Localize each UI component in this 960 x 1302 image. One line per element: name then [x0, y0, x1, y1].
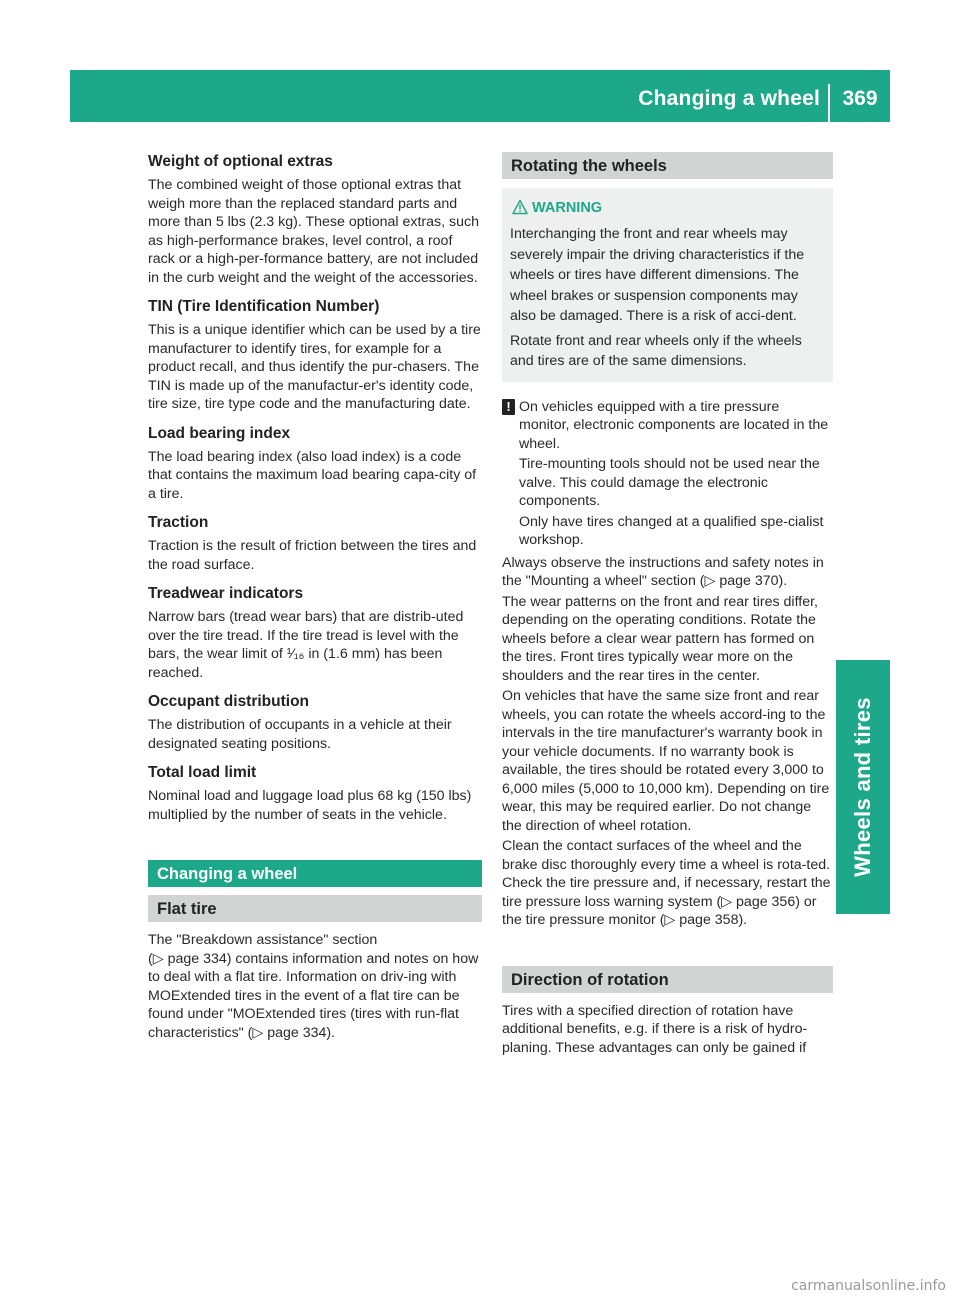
page-footer: [0, 1262, 960, 1302]
flat-tire-text-1: The "Breakdown assistance" section: [148, 932, 378, 948]
notice-block: [502, 398, 833, 550]
occupant-heading: Occupant distribution: [148, 693, 310, 710]
warning-label: WARNING: [532, 200, 603, 216]
load-heading: Load bearing index: [148, 424, 291, 442]
treadwear-text: Narrow bars (tread wear bars) that are distrib-uted over the tire tread. If the tire tread is level with the bars, the wear limit of ¹⁄₁₆ in (1.6 mm) has been reached.: [148, 609, 464, 681]
section-bar-flat-tire: Flat tire: [148, 895, 482, 922]
warning-text-1: Interchanging the front and rear wheels may severely impair the driving characteristics if the wheels or tires have different dimensions. The wheel brakes or suspension components may also be damaged. There is a risk of acci-dent.: [510, 226, 805, 324]
direction-text: Tires with a specified direction of rotation have additional benefits, e.g. if there is a risk of hydro-planing. These advantages can only be gained if: [502, 1002, 808, 1056]
tin-heading: TIN (Tire Identification Number): [148, 298, 380, 315]
cleaning-text[interactable]: Clean the contact surfaces of the wheel and the brake disc thoroughly every time a wheel is rota-ted. Check the tire pressure and, if necessary, restart the tire pressure loss warning system (▷ page 356) or the tire pressure monitor (▷ page 358).: [502, 838, 831, 928]
weight-heading: Weight of optional extras: [148, 153, 333, 170]
notice-text-2: Tire-mounting tools should not be used near the valve. This could damage the electronic components.: [519, 456, 820, 509]
page-number: 369: [842, 87, 878, 110]
weight-text: The combined weight of those optional extras that weigh more than the replaced standard parts and more than 5 lbs (2.3 kg). These optional extras, such as high-performance brakes, level control, a roof rack or a high-per-formance battery, are not included in the curb weight and the weight of the accessories.: [148, 177, 479, 286]
occupant-text: The distribution of occupants in a vehicle at their designated seating positions.: [148, 717, 452, 752]
treadwear-heading: Treadwear indicators: [148, 585, 304, 602]
section-bar-rotating-wheels: Rotating the wheels: [502, 152, 833, 179]
chapter-tab[interactable]: [836, 660, 890, 914]
section-bar-changing-wheel: Changing a wheel: [148, 860, 482, 887]
warning-box: [502, 188, 833, 382]
page-header: [70, 70, 890, 122]
traction-text: Traction is the result of friction between the tires and the road surface.: [148, 538, 477, 573]
header-title: Changing a wheel: [638, 87, 820, 110]
traction-heading: Traction: [148, 514, 209, 531]
load-text: The load bearing index (also load index) is a code that contains the maximum load bearing capa-city of a tire.: [148, 448, 477, 502]
tin-text: This is a unique identifier which can be used by a tire manufacturer to identify tires, for example for a product recall, and thus identify the pur-chasers. The TIN is made up of the manufactur-er's identity code, tire size, tire type code and the manufacturing date.: [148, 322, 481, 412]
chapter-tab-label: Wheels and tires: [850, 697, 875, 877]
total-text: Nominal load and luggage load plus 68 kg (150 lbs) multiplied by the number of seats in the vehicle.: [148, 788, 472, 823]
total-heading: Total load limit: [148, 764, 257, 781]
warning-header: [532, 198, 825, 218]
wear-patterns-text: The wear patterns on the front and rear tires differ, depending on the operating conditions. Rotate the wheels before a clear wear pattern has formed on the tires. Front tires typically wear more on the shoulders and the rear tires in the center.: [502, 593, 818, 684]
right-column: [502, 152, 833, 1067]
flat-tire-text: [148, 931, 482, 1042]
exclamation-icon: !: [502, 399, 515, 415]
flat-tire-text-2[interactable]: (▷ page 334) contains information and notes on how to deal with a flat tire. Information on driv-ing with MOExtended tires in the event of a flat tire can be found under "MOExtended tires (tires with run-flat characteristics" (▷ page 334).: [148, 950, 479, 1041]
warning-triangle-icon: [512, 198, 528, 216]
watermark: carmanualsonline.info: [791, 1278, 946, 1294]
warning-text-2: Rotate front and rear wheels only if the wheels and tires are of the same dimensions.: [510, 332, 802, 369]
notice-text-1: On vehicles equipped with a tire pressure monitor, electronic components are located in the wheel.: [519, 398, 829, 452]
notice-text-3: Only have tires changed at a qualified spe-cialist workshop.: [519, 513, 824, 548]
left-column: [148, 152, 482, 1042]
section-bar-direction-rotation: Direction of rotation: [502, 966, 833, 993]
rotation-intervals-text: On vehicles that have the same size front and rear wheels, you can rotate the wheels accord-ing to the intervals in the tire manufacturer's warranty book in your vehicle documents. If no warranty book is available, the tires should be rotated every 3,000 to 6,000 miles (5,000 to 10,000 km). Depending on tire wear, this may be required earlier. Do not change the direction of wheel rotation.: [502, 688, 830, 834]
mounting-reference-text[interactable]: Always observe the instructions and safety notes in the "Mounting a wheel" section (▷ page 370).: [502, 554, 824, 589]
